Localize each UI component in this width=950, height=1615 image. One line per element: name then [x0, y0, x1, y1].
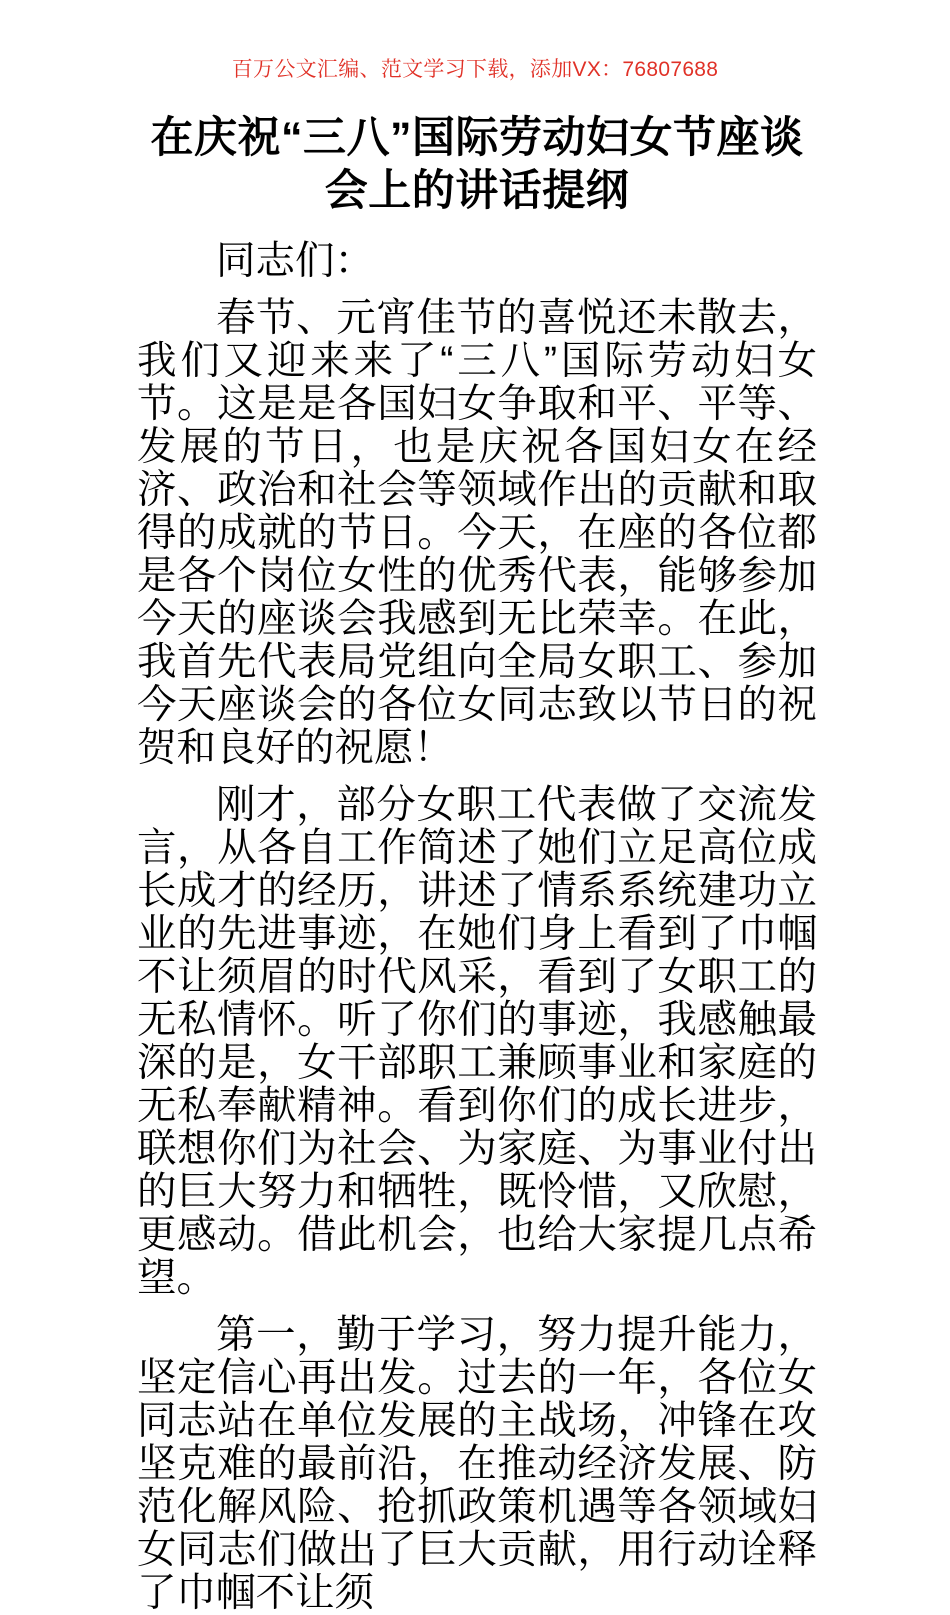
paragraph-3: 第一，勤于学习，努力提升能力，坚定信心再出发。过去的一年，各位女同志站在单位发展的主战场，冲锋在攻坚克难的最前沿，在推动经济发展、防范化解风险、抢抓政策机遇等各领域妇女同志们做出了巨大贡献，用行动诠释了巾帼不让须: [137, 1313, 817, 1615]
paragraph-1: 春节、元宵佳节的喜悦还未散去，我们又迎来来了“三八”国际劳动妇女节。这是是各国妇女争取和平、平等、发展的节日，也是庆祝各国妇女在经济、政治和社会等领域作出的贡献和取得的成就的节日。今天，在座的各位都是各个岗位女性的优秀代表，能够参加今天的座谈会我感到无比荣幸。在此，我首先代表局党组向全局女职工、参加今天座谈会的各位女同志致以节日的祝贺和良好的祝愿！: [137, 296, 817, 770]
document-content: [137, 112, 817, 1615]
paragraph-salutation: 同志们：: [216, 239, 374, 283]
paragraph-2: 刚才，部分女职工代表做了交流发言，从各自工作简述了她们立足高位成长成才的经历，讲述了情系系统建功立业的先进事迹，在她们身上看到了巾帼不让须眉的时代风采，看到了女职工的无私情怀。听了你们的事迹，我感触最深的是，女干部职工兼顾事业和家庭的无私奉献精神。看到你们的成长进步，联想你们为社会、为家庭、为事业付出的巨大努力和牺牲，既怜惜，又欣慰，更感动。借此机会，也给大家提几点希望。: [137, 783, 817, 1300]
promo-watermark-header: 百万公文汇编、范文学习下载，添加VX：76807688: [231, 58, 719, 81]
document-body: [137, 240, 817, 1615]
page-title: 在庆祝“三八”国际劳动妇女节座谈会上的讲话提纲: [150, 114, 804, 215]
